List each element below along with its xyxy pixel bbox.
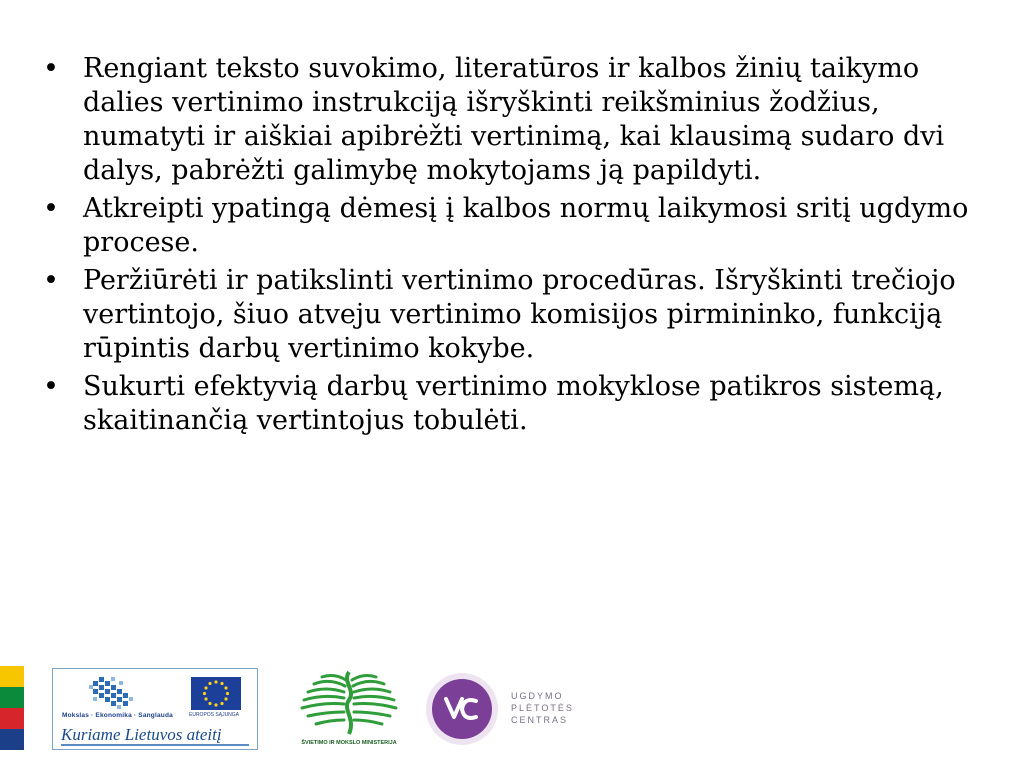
bullet-text: Rengiant teksto suvokimo, literatūros ir kalbos žinių taikymo dalies vertinimo instrukciją išryškinti reikšminius žodžius, numatyti ir aiškiai apibrėžti vertinimą, kai klausimą sudaro dvi dalys, pabrėžti galimybę mokytojams ją papildyti. [83, 53, 945, 186]
upc-line1: UGDYMO [511, 691, 564, 701]
upc-line2: PLĖTOTĖS [511, 703, 574, 713]
bullet-list [40, 52, 980, 442]
bullet-marker: • [43, 53, 59, 84]
upc-text [511, 690, 574, 726]
ministry-emblem-icon [294, 668, 404, 740]
bullet-item [40, 370, 980, 438]
bullet-marker: • [43, 265, 59, 296]
ministry-logo [294, 668, 404, 752]
bullet-marker: • [43, 371, 59, 402]
bullet-item [40, 192, 980, 260]
upc-line3: CENTRAS [511, 715, 569, 725]
flag-blue [0, 729, 24, 750]
bullet-text: Atkreipti ypatingą dėmesį į kalbos normų laikymosi sritį ugdymo procese. [83, 193, 969, 258]
flag-yellow [0, 666, 24, 687]
bullet-text: Peržiūrėti ir patikslinti vertinimo procedūras. Išryškinti trečiojo vertintojo, šiuo atveju vertinimo komisijos pirmininko, funkciją rūpintis darbų vertinimo kokybe. [83, 265, 956, 364]
flag-green [0, 687, 24, 708]
flag-red [0, 708, 24, 729]
bullet-item [40, 52, 980, 188]
esf-slogan: Kuriame Lietuvos ateitį [61, 725, 222, 744]
upc-logo [424, 671, 584, 747]
esf-graphic [53, 669, 257, 713]
bullet-marker: • [43, 193, 59, 224]
bullet-text: Sukurti efektyvią darbų vertinimo mokyklose patikros sistemą, skaitinančią vertintojus tobulėti. [83, 371, 944, 436]
lithuanian-flag-stripe [0, 666, 24, 750]
upc-emblem-icon [424, 671, 504, 747]
bullet-item [40, 264, 980, 366]
eu-caption: EUROPOS SĄJUNGA [189, 712, 240, 718]
esf-underline [61, 744, 249, 746]
esf-caption: Mokslas · Ekonomika · Sanglauda [62, 712, 173, 719]
ministry-caption: ŠVIETIMO IR MOKSLO MINISTERIJA [301, 740, 397, 746]
esf-logo [52, 668, 258, 750]
